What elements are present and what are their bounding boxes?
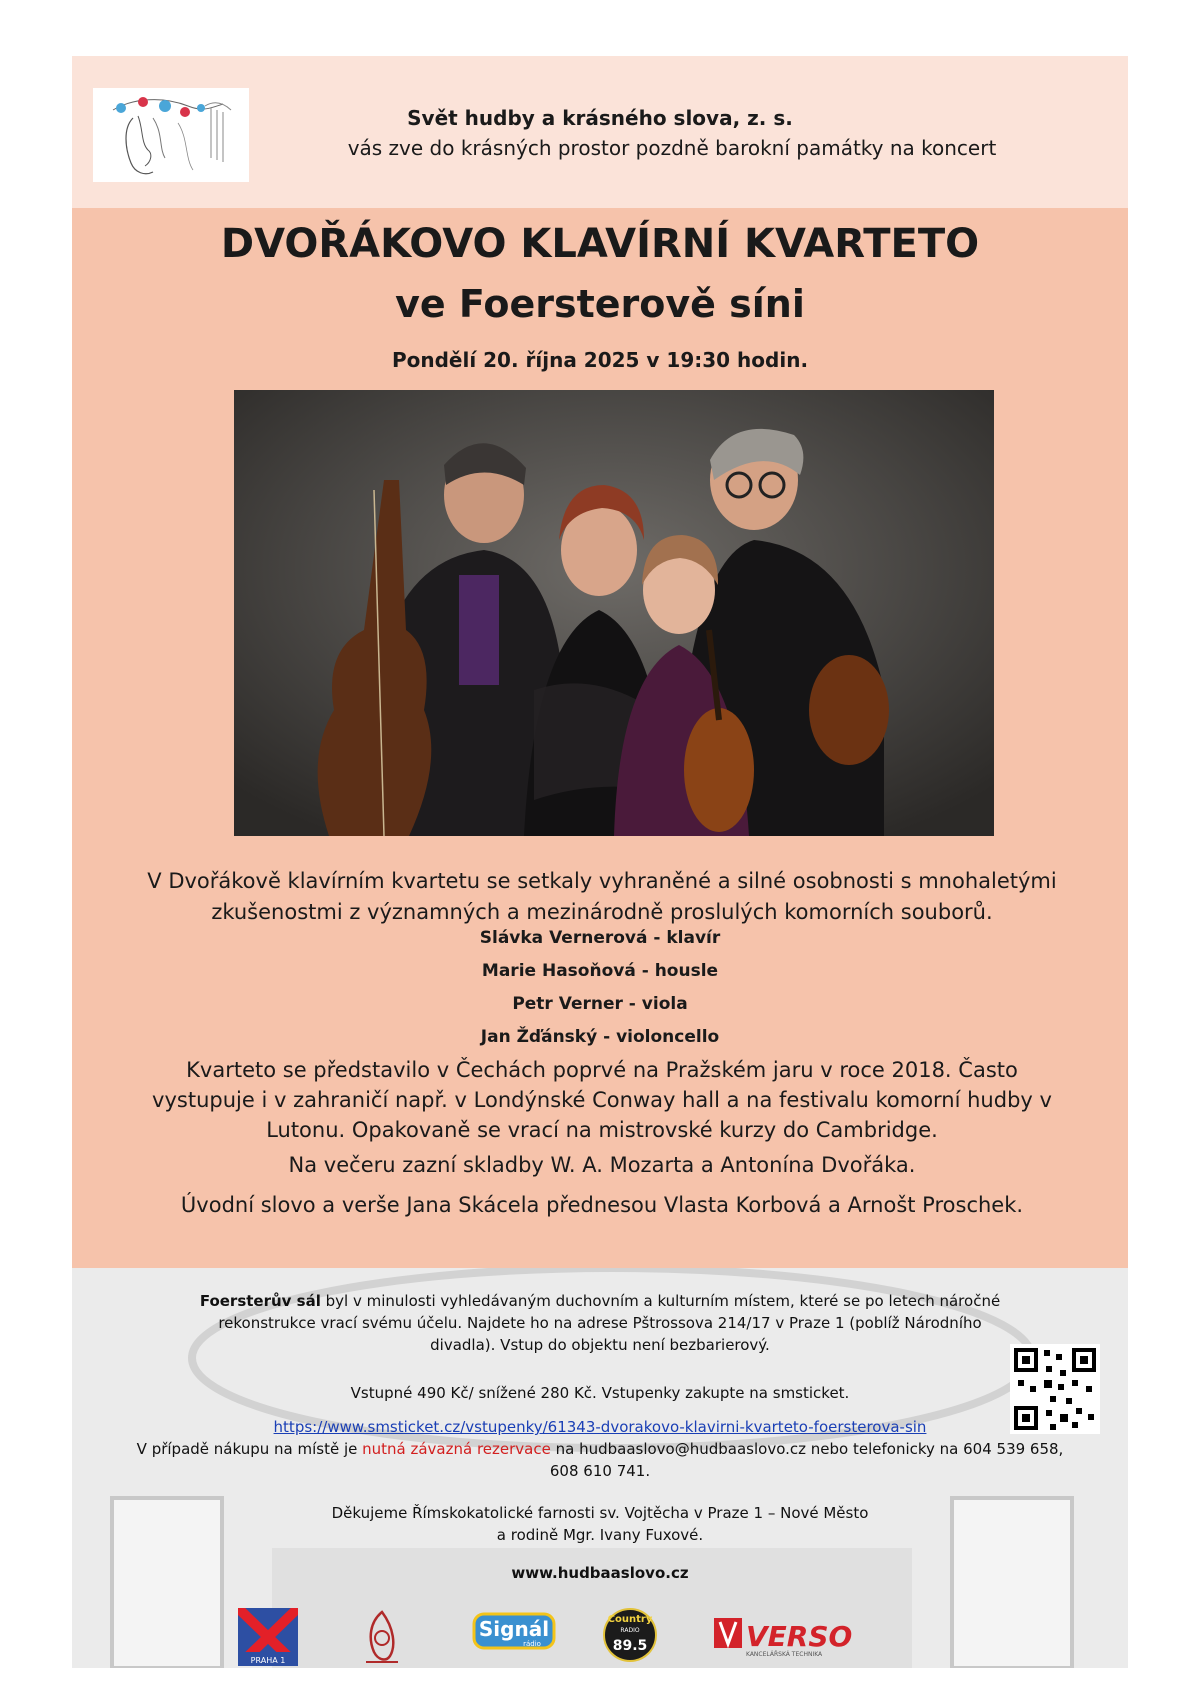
venue-line xyxy=(72,1290,1128,1312)
invitation-text: vás zve do krásných prostor pozdně barokní památky na koncert xyxy=(347,136,997,160)
praha1-label: PRAHA 1 xyxy=(250,1656,286,1665)
reservation-line: 608 610 741. xyxy=(549,1462,651,1480)
praha1-logo xyxy=(238,1608,298,1665)
speakers-text: Úvodní slovo a verše Jana Skácela přednesou Vlasta Korbová a Arnošt Proschek. xyxy=(180,1193,1024,1217)
history-line: Lutonu. Opakovaně se vrací na mistrovské kurzy do Cambridge. xyxy=(266,1118,938,1142)
venue-line: rekonstrukce vrací svému účelu. Najdete ho na adrese Pštrossova 214/17 v Praze 1 (poblíž Národního xyxy=(218,1314,982,1332)
poster xyxy=(72,56,1128,1668)
signal-sub: rádio xyxy=(523,1640,541,1648)
venue-description xyxy=(72,1290,1128,1356)
verso-logo xyxy=(712,1608,862,1660)
footer-band xyxy=(72,1268,1128,1668)
intro-line: zkušenostmi z významných a mezinárodně proslulých komorních souborů. xyxy=(211,900,993,924)
history-text xyxy=(132,1055,1072,1145)
reservation-required: nutná závazná rezervace xyxy=(362,1440,551,1458)
concert-subtitle: ve Foersterově síni xyxy=(395,282,805,326)
venue-line: divadla). Vstup do objektu není bezbarierový. xyxy=(430,1336,770,1354)
qr-code[interactable] xyxy=(1010,1344,1100,1434)
signal-label: Signál xyxy=(478,1617,550,1641)
country-sub: RADIO xyxy=(620,1627,640,1634)
country-label: Country xyxy=(607,1614,653,1625)
header-band xyxy=(72,56,1128,208)
venue-name: Foersterův sál xyxy=(199,1292,321,1310)
parish-logo xyxy=(360,1608,404,1660)
member-piano: Slávka Vernerová - klavír xyxy=(479,928,721,948)
country-frequency: 89.5 xyxy=(612,1638,648,1654)
reservation-pre: V případě nákupu na místě je xyxy=(136,1440,363,1458)
concert-date: Pondělí 20. října 2025 v 19:30 hodin. xyxy=(391,348,809,372)
reservation-text xyxy=(72,1438,1128,1482)
venue-line-text: byl v minulosti vyhledávaným duchovním a kulturním místem, které se po letech náročné xyxy=(320,1292,1001,1310)
org-logo xyxy=(93,88,249,182)
reservation-line xyxy=(72,1438,1128,1460)
country-radio-logo xyxy=(602,1608,658,1660)
verso-sub: KANCELÁŘSKÁ TECHNIKA xyxy=(746,1651,823,1658)
history-line: vystupuje i v zahraničí např. v Londýnské Conway hall a na festivalu komorní hudby v xyxy=(152,1088,1052,1112)
member-violin: Marie Hasoňová - housle xyxy=(481,961,719,981)
concert-title: DVOŘÁKOVO KLAVÍRNÍ KVARTETO xyxy=(220,221,980,267)
ticket-prices: Vstupné 490 Kč/ snížené 280 Kč. Vstupenky zakupte na smsticket. xyxy=(350,1384,850,1402)
intro-line: V Dvořákově klavírním kvartetu se setkaly vyhraněné a silné osobnosti s mnohaletými xyxy=(147,869,1057,893)
quartet-photo xyxy=(234,390,994,836)
organization-name: Svět hudby a krásného slova, z. s. xyxy=(407,106,793,130)
ticket-link[interactable]: https://www.smsticket.cz/vstupenky/61343-dvorakovo-klavirni-kvarteto-foersterova-sin xyxy=(273,1418,927,1436)
history-line: Kvarteto se představilo v Čechách poprvé na Pražském jaru v roce 2018. Často xyxy=(186,1058,1018,1082)
thanks-line: a rodině Mgr. Ivany Fuxové. xyxy=(496,1526,704,1544)
signal-radio-logo xyxy=(472,1608,556,1660)
program-text: Na večeru zazní skladby W. A. Mozarta a Antonína Dvořáka. xyxy=(288,1153,916,1177)
ticket-link-row xyxy=(72,1416,1128,1438)
member-cello: Jan Žďánský - violoncello xyxy=(480,1027,720,1047)
thanks-line: Děkujeme Římskokatolické farnosti sv. Vojtěcha v Praze 1 – Nové Město xyxy=(331,1504,869,1522)
member-viola: Petr Verner - viola xyxy=(512,994,688,1014)
reservation-contact: na hudbaaslovo@hudbaaslovo.cz nebo telefonicky na 604 539 658, xyxy=(550,1440,1064,1458)
thanks-text xyxy=(72,1502,1128,1546)
intro-text xyxy=(132,866,1072,928)
website-link[interactable]: www.hudbaaslovo.cz xyxy=(511,1564,689,1582)
verso-label: VERSO xyxy=(746,1620,853,1653)
